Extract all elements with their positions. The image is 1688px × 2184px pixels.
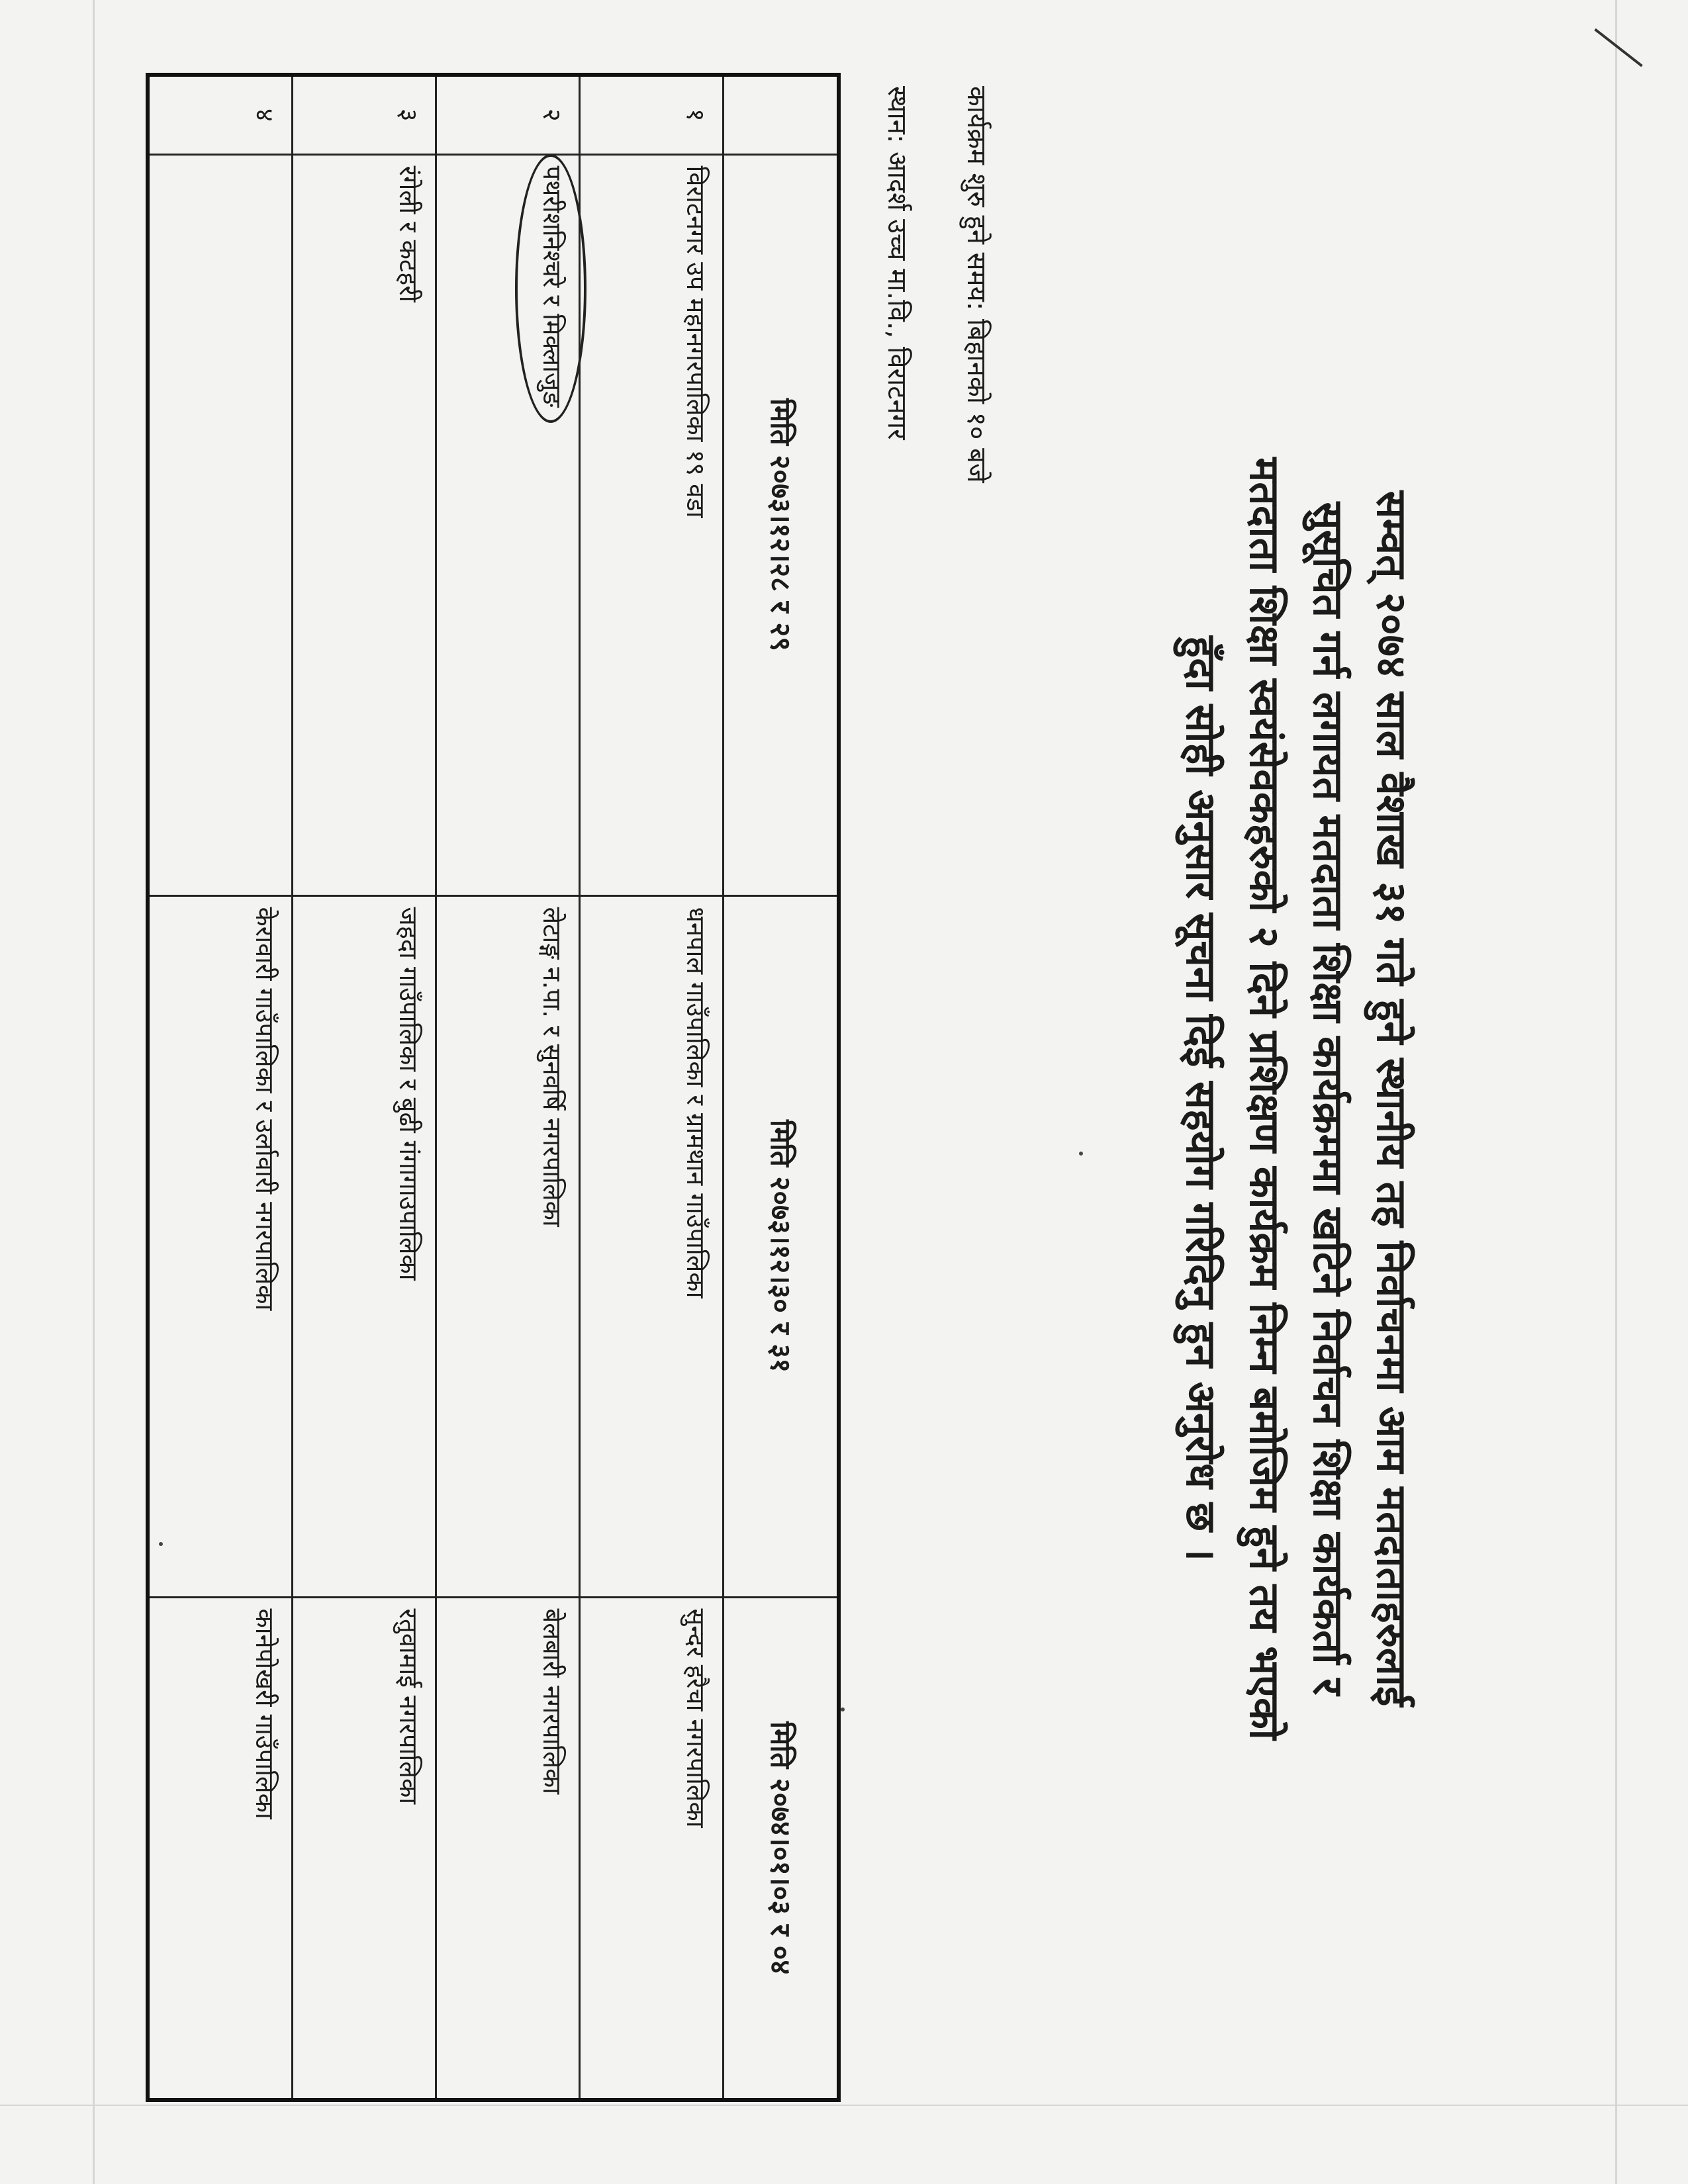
serial-number: ४ — [148, 75, 293, 154]
table-cell: सुन्दर हरैचा नगरपालिका — [580, 1597, 724, 2100]
header-date-2: मिति २०७३।१२।३० र ३१ — [724, 895, 839, 1597]
header-date-3: मिति २०७४।०१।०३ र ०४ — [724, 1597, 839, 2100]
header-date-1: मिति २०७३।१२।२८ र २९ — [724, 154, 839, 895]
table-cell: लेटाङ्ग न.पा. र सुनवर्षि नगरपालिका — [436, 895, 580, 1597]
table-row — [580, 75, 724, 2100]
table-cell — [148, 154, 293, 895]
table-cell: धनपाल गाउँपालिका र ग्रामथान गाउँपालिका — [580, 895, 724, 1597]
program-venue: स्थान: आदर्श उच्च मा.वि., विराटनगर — [882, 86, 912, 440]
table-header-row — [724, 75, 839, 2100]
program-start-time: कार्यक्रम शुरु हुने समय: बिहानको १० बजे — [961, 86, 992, 483]
table-cell: जहदा गाउँपालिका र बुढी गंगागाउपालिका — [293, 895, 436, 1597]
serial-number: ३ — [293, 75, 436, 154]
table-cell — [436, 154, 580, 895]
training-schedule-table — [146, 73, 841, 2102]
notice-heading — [1169, 119, 1423, 2078]
heading-line: सम्वत् २०७४ साल वैशाख ३१ गते हुने स्थानीय तह निर्वाचनमा आम मतदाताहरुलाई — [1368, 490, 1416, 1707]
table-cell: रंगेली र कटहरी — [293, 154, 436, 895]
table-cell: विराटनगर उप महानगरपालिका १९ वडा — [580, 154, 724, 895]
serial-number: २ — [436, 75, 580, 154]
serial-number: १ — [580, 75, 724, 154]
heading-line: मतदाता शिक्षा स्वयंसेवकहरुको २ दिने प्रशिक्षण कार्यक्रम निम्न बमोजिम हुने तय भएको — [1241, 457, 1289, 1740]
table-row — [293, 75, 436, 2100]
table-cell: कानेपोखरी गाउँपालिका — [148, 1597, 293, 2100]
table-cell: बेलबारी नगरपालिका — [436, 1597, 580, 2100]
header-serial — [724, 75, 839, 154]
table-row — [148, 75, 293, 2100]
table-cell: केरावारी गाउँपालिका र उर्लावारी नगरपालिका — [148, 895, 293, 1597]
table-row — [436, 75, 580, 2100]
circled-cell-text: पथरीशनिश्चरे र मिक्लाजुङ — [535, 166, 569, 408]
table-cell: रतुवामाई नगरपालिका — [293, 1597, 436, 2100]
heading-line: सुसूचित गर्न लगायत मतदाता शिक्षा कार्यक्रममा खटिने निर्वाचन शिक्षा कार्यकर्ता र — [1304, 502, 1352, 1696]
heading-line: हुँदा सोही अनुसार सूचना दिई सहयोग गरिदिनु हुन अनुरोध छ । — [1177, 635, 1225, 1562]
